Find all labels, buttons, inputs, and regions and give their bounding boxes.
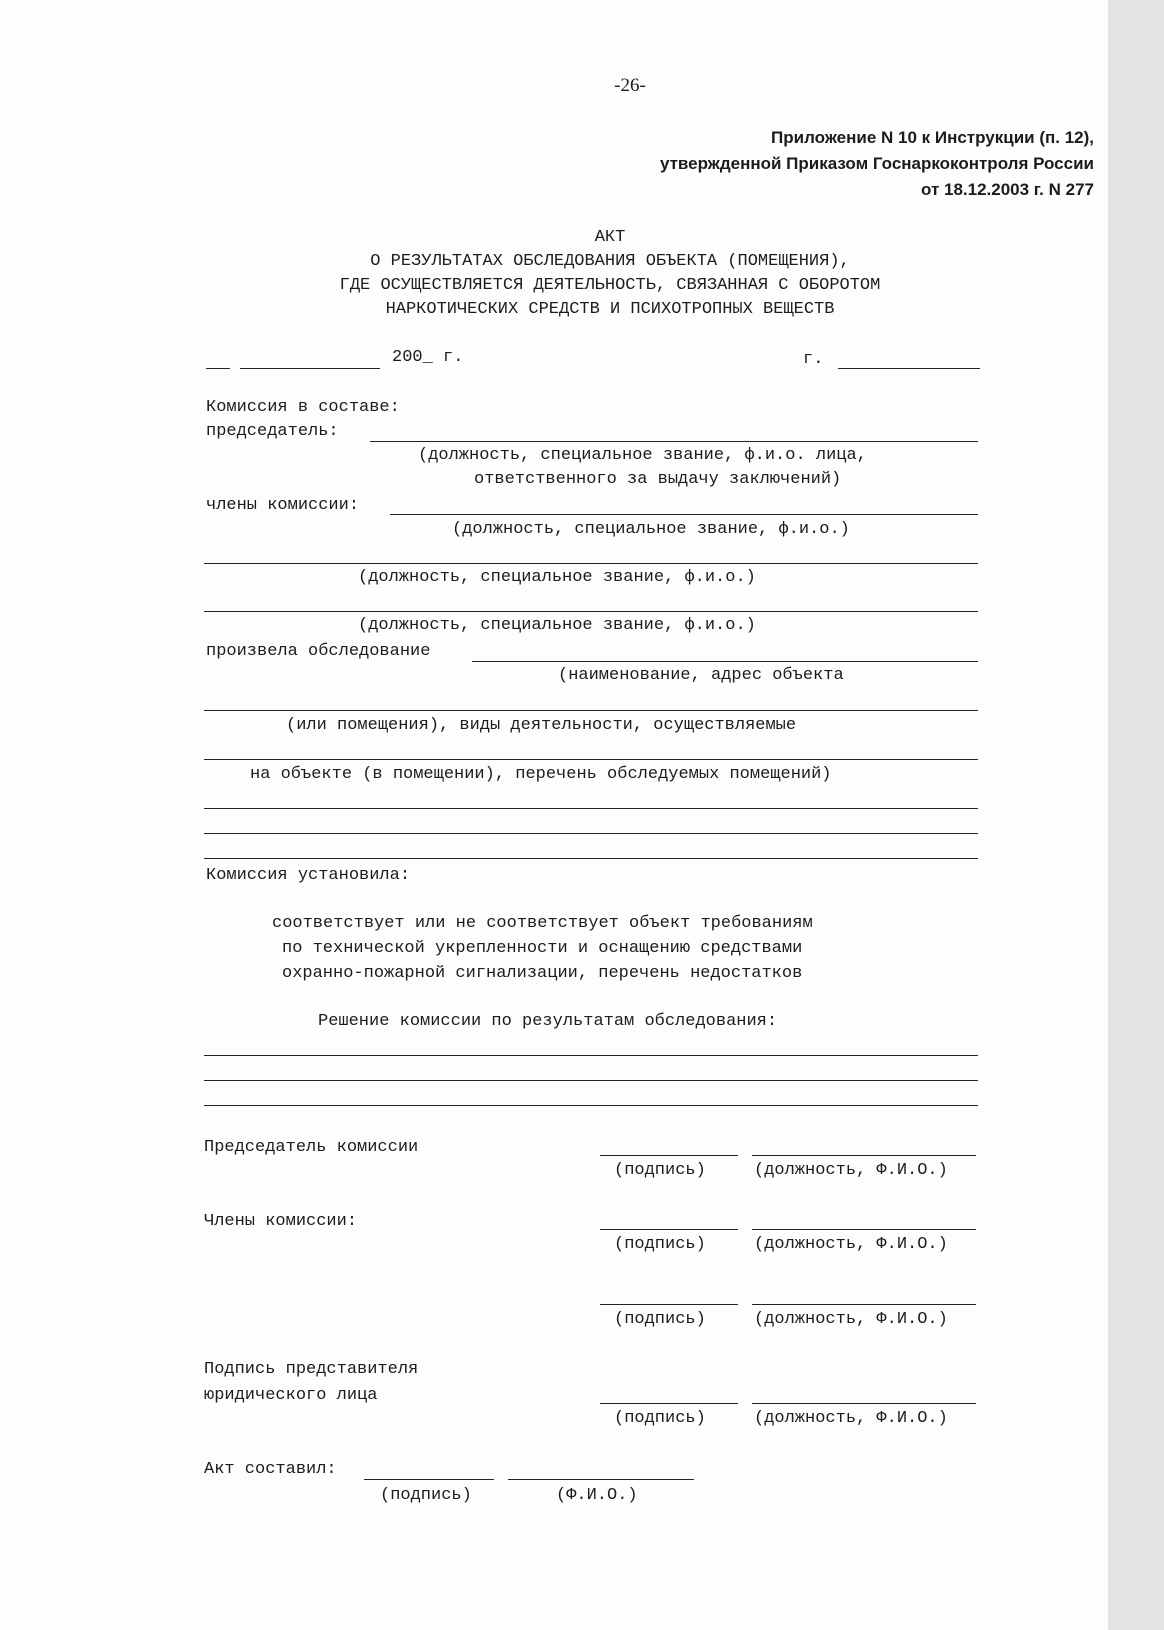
member-2-signature-hint: (подпись) <box>614 1310 706 1329</box>
chairman-signature-line[interactable] <box>600 1155 738 1156</box>
city-line[interactable] <box>838 368 980 369</box>
compiled-signature-line[interactable] <box>364 1479 494 1480</box>
representative-signature-hint: (подпись) <box>614 1409 706 1428</box>
decision-label: Решение комиссии по результатам обследования: <box>318 1012 778 1031</box>
appendix-line-1: Приложение N 10 к Инструкции (п. 12), <box>771 128 1094 147</box>
inspection-hint-3: на объекте (в помещении), перечень обследуемых помещений) <box>250 765 832 784</box>
chairman-position-hint: (должность, Ф.И.О.) <box>754 1161 948 1180</box>
scan-margin-strip <box>1108 0 1164 1630</box>
representative-position-line[interactable] <box>752 1403 976 1404</box>
inspection-hint-1: (наименование, адрес объекта <box>558 666 844 685</box>
chairman-signature-hint: (подпись) <box>614 1161 706 1180</box>
inspection-line-3[interactable] <box>204 759 978 760</box>
member-hint-2: (должность, специальное звание, ф.и.о.) <box>358 568 756 587</box>
member-1-position-line[interactable] <box>752 1229 976 1230</box>
member-line-2[interactable] <box>204 563 978 564</box>
act-title-line-2: О РЕЗУЛЬТАТАХ ОБСЛЕДОВАНИЯ ОБЪЕКТА (ПОМЕЩЕНИЯ), <box>370 252 850 271</box>
member-1-signature-line[interactable] <box>600 1229 738 1230</box>
chairman-hint-2: ответственного за выдачу заключений) <box>474 470 842 489</box>
member-hint-1: (должность, специальное звание, ф.и.о.) <box>452 520 850 539</box>
members-label: члены комиссии: <box>206 496 360 515</box>
decision-line-1[interactable] <box>204 1055 978 1056</box>
member-1-signature-hint: (подпись) <box>614 1235 706 1254</box>
inspection-label: произвела обследование <box>206 642 431 661</box>
decision-line-2[interactable] <box>204 1080 978 1081</box>
appendix-line-3: от 18.12.2003 г. N 277 <box>920 180 1094 199</box>
act-title-line-4: НАРКОТИЧЕСКИХ СРЕДСТВ И ПСИХОТРОПНЫХ ВЕЩЕСТВ <box>385 300 835 319</box>
member-hint-3: (должность, специальное звание, ф.и.о.) <box>358 616 756 635</box>
findings-hint-1: соответствует или не соответствует объект требованиям <box>272 914 813 933</box>
findings-hint-2: по технической укрепленности и оснащению средствами <box>282 939 803 958</box>
inspection-line-6[interactable] <box>204 858 978 859</box>
compiled-name-line[interactable] <box>508 1479 694 1480</box>
chairman-hint-1: (должность, специальное звание, ф.и.о. лица, <box>418 446 867 465</box>
date-year: 200_ г. <box>392 348 464 367</box>
inspection-line-5[interactable] <box>204 833 978 834</box>
city-label: г. <box>803 350 824 369</box>
findings-hint-3: охранно-пожарной сигнализации, перечень недостатков <box>282 964 803 983</box>
representative-signature-line[interactable] <box>600 1403 738 1404</box>
members-signature-label: Члены комиссии: <box>204 1212 358 1231</box>
chairman-line[interactable] <box>370 441 978 442</box>
compiled-name-hint: (Ф.И.О.) <box>556 1486 638 1505</box>
member-2-signature-line[interactable] <box>600 1304 738 1305</box>
act-title-line-3: ГДЕ ОСУЩЕСТВЛЯЕТСЯ ДЕЯТЕЛЬНОСТЬ, СВЯЗАННАЯ С ОБОРОТОМ <box>339 276 881 295</box>
representative-label-2: юридического лица <box>204 1386 378 1405</box>
inspection-line-2[interactable] <box>204 710 978 711</box>
date-day-line[interactable] <box>206 368 230 369</box>
compiled-label: Акт составил: <box>204 1460 337 1479</box>
member-2-position-hint: (должность, Ф.И.О.) <box>754 1310 948 1329</box>
member-line-1[interactable] <box>390 514 978 515</box>
date-month-line[interactable] <box>240 368 380 369</box>
decision-line-3[interactable] <box>204 1105 978 1106</box>
member-2-position-line[interactable] <box>752 1304 976 1305</box>
inspection-hint-2: (или помещения), виды деятельности, осуществляемые <box>286 716 797 735</box>
compiled-signature-hint: (подпись) <box>380 1486 472 1505</box>
page-number: -26- <box>614 75 646 96</box>
member-1-position-hint: (должность, Ф.И.О.) <box>754 1235 948 1254</box>
inspection-line-1[interactable] <box>472 661 978 662</box>
chairman-position-line[interactable] <box>752 1155 976 1156</box>
commission-composition-label: Комиссия в составе: <box>206 398 400 417</box>
representative-position-hint: (должность, Ф.И.О.) <box>754 1409 948 1428</box>
appendix-line-2: утвержденной Приказом Госнаркоконтроля России <box>659 154 1094 173</box>
member-line-3[interactable] <box>204 611 978 612</box>
chairman-label: председатель: <box>206 422 339 441</box>
representative-label-1: Подпись представителя <box>204 1360 419 1379</box>
chairman-signature-label: Председатель комиссии <box>204 1138 419 1157</box>
findings-label: Комиссия установила: <box>206 866 411 885</box>
inspection-line-4[interactable] <box>204 808 978 809</box>
act-title: АКТ <box>594 228 626 247</box>
